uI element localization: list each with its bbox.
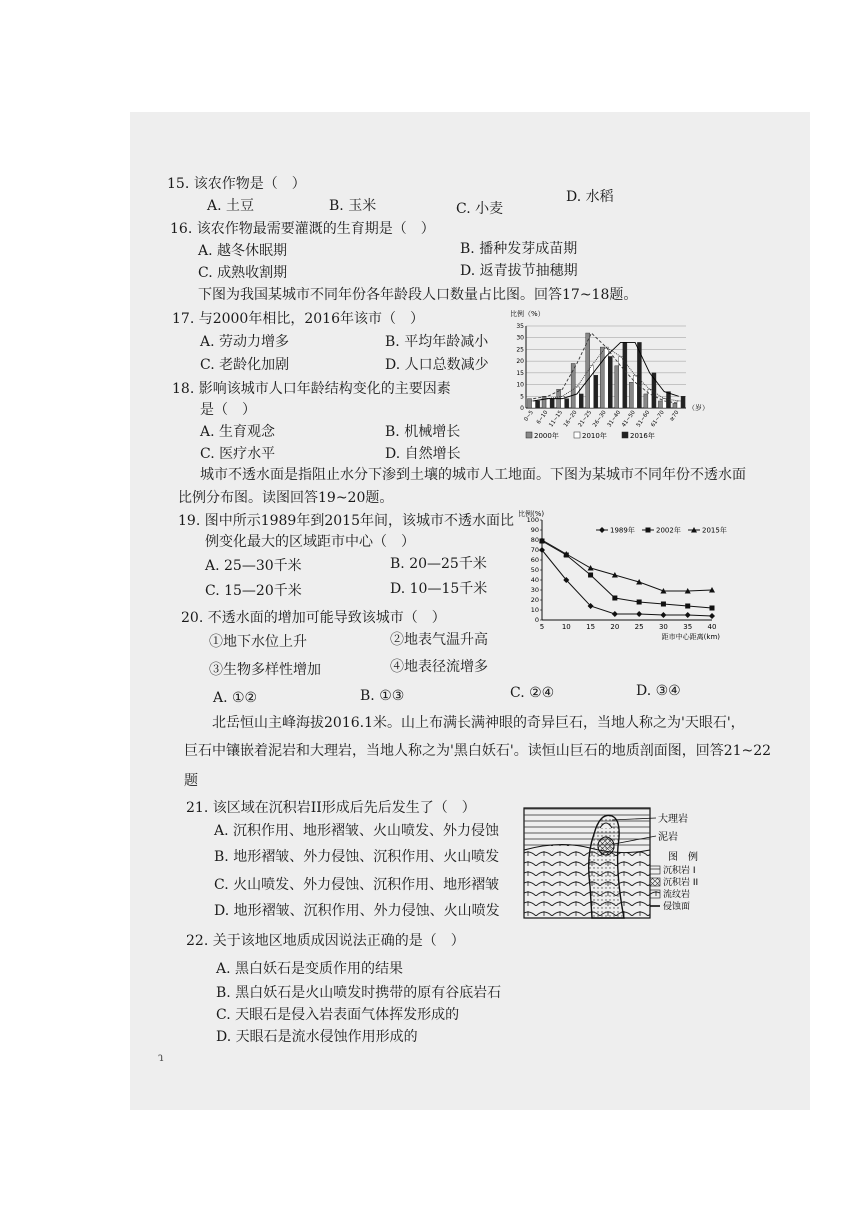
line-legend-label: 2002年: [656, 526, 681, 535]
question-22-option-d: D. 天眼石是流水侵蚀作用形成的: [216, 1029, 418, 1045]
line-xtick-label: 40: [707, 623, 717, 631]
intro-19-20-line1: 城市不透水面是指阻止水分下渗到土壤的城市人工地面。下图为某城市不同年份不透水面: [200, 467, 746, 483]
pop-bar-2010年: [662, 399, 666, 408]
question-20-stem: 20. 不透水面的增加可能导致该城市（ ）: [181, 610, 446, 626]
line-legend-marker: [599, 527, 605, 533]
line-ytick-label: 0: [534, 616, 539, 624]
question-18-option-c: C. 医疗水平: [200, 446, 276, 462]
pop-bar-2000年: [658, 401, 662, 408]
legend-swatch-rhyolite: [650, 890, 660, 898]
label-marble: 大理岩: [658, 814, 688, 825]
line-ytick-label: 50: [530, 566, 539, 574]
line-xtick-label: 25: [634, 623, 644, 631]
pop-ytick-label: 25: [516, 346, 524, 354]
line-point-2015年: [588, 565, 594, 571]
line-xlabel: 距市中心距离(km): [661, 633, 720, 641]
question-20-option-d: D. ③④: [636, 683, 681, 699]
line-series-2015年: [542, 540, 712, 591]
legend-title: 图 例: [668, 852, 698, 863]
pop-bar-2016年: [579, 394, 583, 408]
line-legend-marker: [646, 528, 651, 533]
question-21-option-b: B. 地形褶皱、外力侵蚀、沉积作用、火山喷发: [214, 849, 500, 865]
pop-bar-2016年: [594, 375, 598, 408]
geology-cross-section: [520, 806, 720, 926]
pop-bar-2016年: [681, 396, 685, 408]
question-15-stem: 15. 该农作物是（ ）: [167, 176, 306, 192]
line-point-1989年: [709, 613, 715, 619]
pop-bar-2000年: [644, 394, 648, 408]
question-17-stem: 17. 与2000年相比，2016年该市（ ）: [172, 311, 424, 327]
pop-bar-2000年: [600, 347, 604, 408]
pop-legend-swatch: [526, 432, 532, 438]
pop-bar-2000年: [629, 382, 633, 408]
question-20-item-4: ④地表径流增多: [390, 659, 488, 675]
line-legend-label: 2015年: [702, 526, 727, 535]
question-21-stem: 21. 该区域在沉积岩II形成后先后发生了（ ）: [186, 800, 476, 816]
question-22-stem: 22. 关于该地区地质成因说法正确的是（ ）: [186, 933, 465, 949]
line-point-1989年: [612, 611, 618, 617]
question-19-option-c: C. 15—20千米: [205, 583, 302, 599]
pop-ytick-label: 10: [516, 381, 524, 389]
pop-ytick-label: 5: [520, 393, 524, 401]
question-17-option-b: B. 平均年龄减小: [385, 334, 489, 350]
pop-xtick-label: 61~70: [650, 409, 666, 429]
question-17-option-c: C. 老龄化加剧: [200, 357, 290, 373]
pop-legend-label: 2000年: [534, 432, 559, 440]
line-point-2002年: [661, 602, 666, 607]
line-ytick-label: 10: [530, 606, 539, 614]
population-age-chart: [510, 304, 710, 444]
question-18-option-d: D. 自然增长: [385, 446, 461, 462]
question-16-option-c: C. 成熟收割期: [198, 265, 288, 281]
intro-19-20-line2: 比例分布图。读图回答19~20题。: [178, 490, 394, 506]
pop-bar-2010年: [546, 399, 550, 408]
pop-bar-2016年: [550, 399, 554, 408]
line-ytick-label: 70: [530, 546, 539, 554]
pop-bar-2010年: [575, 387, 579, 408]
pop-xtick-label: 21~25: [577, 409, 594, 429]
pop-xtick-label: 26~30: [592, 409, 608, 429]
pop-xtick-label: ≥70: [668, 409, 681, 423]
question-15-option-c: C. 小麦: [456, 201, 504, 217]
sedimentary-rock-ii: [524, 844, 650, 918]
pop-legend-swatch: [574, 432, 580, 438]
pop-xtick-label: 41~50: [621, 409, 637, 429]
pop-xunit: （岁）: [688, 404, 709, 412]
question-17-option-d: D. 人口总数减少: [385, 357, 489, 373]
pop-ytick-label: 0: [520, 405, 524, 412]
line-ytick-label: 90: [530, 526, 539, 534]
pop-xtick-label: 0~5: [523, 409, 535, 423]
question-18-stem-line1: 18. 影响该城市人口年龄结构变化的主要因素: [172, 381, 451, 397]
pop-xtick-label: 6~10: [535, 409, 550, 426]
line-legend-label: 1989年: [610, 526, 635, 535]
question-19-option-b: B. 20—25千米: [390, 556, 487, 572]
pop-bar-2016年: [608, 356, 612, 408]
line-point-1989年: [660, 612, 666, 618]
question-20-item-2: ②地表气温升高: [390, 632, 488, 648]
line-ytick-label: 20: [530, 596, 539, 604]
legend-label-rhyolite: 流纹岩: [663, 890, 691, 900]
line-point-2002年: [588, 573, 593, 578]
pop-legend-label: 2016年: [630, 432, 655, 440]
question-19-option-d: D. 10—15千米: [390, 581, 488, 597]
question-16-option-a: A. 越冬休眠期: [198, 243, 288, 259]
pop-bar-2010年: [677, 401, 681, 408]
intro-21-22-line1: 北岳恒山主峰海拔2016.1米。山上布满长满神眼的奇异巨石，当地人称之为'天眼石'，: [212, 715, 745, 731]
question-15-option-a: A. 土豆: [207, 198, 255, 214]
question-15-option-b: B. 玉米: [329, 198, 377, 214]
legend-label-sed-ii: 沉积岩 II: [663, 878, 699, 888]
line-ytick-label: 40: [530, 576, 539, 584]
question-16-option-d: D. 返青拔节抽穗期: [460, 263, 578, 279]
pop-xtick-label: 16~20: [562, 409, 579, 429]
stray-mark: ɿ: [158, 1050, 164, 1064]
pop-bar-2000年: [615, 366, 619, 408]
pop-legend-swatch: [622, 432, 628, 438]
pop-bar-2000年: [528, 399, 532, 408]
pop-xtick-label: 11~15: [548, 409, 565, 429]
question-17-option-a: A. 劳动力增多: [200, 334, 290, 350]
question-20-option-b: B. ①③: [360, 688, 405, 704]
line-point-2002年: [637, 600, 642, 605]
question-18-stem-line2: 是（ ）: [200, 402, 256, 418]
question-18-option-a: A. 生育观念: [200, 424, 276, 440]
question-16-stem: 16. 该农作物最需要灌溉的生育期是（ ）: [170, 221, 435, 237]
question-22-option-b: B. 黑白妖石是火山喷发时携带的原有谷底岩石: [216, 985, 502, 1001]
question-21-option-a: A. 沉积作用、地形褶皱、火山喷发、外力侵蚀: [214, 823, 500, 839]
pop-bar-2016年: [623, 342, 627, 408]
line-xtick-label: 20: [610, 623, 620, 631]
line-point-2002年: [685, 604, 690, 609]
question-21-option-c: C. 火山喷发、外力侵蚀、沉积作用、地形褶皱: [214, 877, 500, 893]
line-xtick-label: 35: [683, 623, 693, 631]
pop-bar-2010年: [590, 366, 594, 408]
question-19-stem-line1: 19. 图中所示1989年到2015年间，该城市不透水面比: [178, 513, 514, 529]
pop-bar-2010年: [532, 401, 536, 408]
question-19-option-a: A. 25—30千米: [205, 558, 302, 574]
mudstone-block: [598, 837, 614, 855]
line-point-1989年: [685, 612, 691, 618]
pop-bar-2016年: [536, 401, 540, 408]
pop-bar-2010年: [633, 375, 637, 408]
legend-swatch-sed-ii: [650, 878, 660, 886]
line-ytick-label: 80: [530, 536, 539, 544]
pop-bar-2010年: [648, 389, 652, 408]
question-20-option-a: A. ①②: [213, 690, 258, 706]
line-point-1989年: [636, 611, 642, 617]
sedimentary-rock-i: [524, 808, 650, 850]
question-18-option-b: B. 机械增长: [385, 424, 461, 440]
legend-label-sed-i: 沉积岩 I: [663, 866, 696, 876]
line-xtick-label: 5: [539, 623, 545, 631]
line-ytick-label: 60: [530, 556, 539, 564]
question-20-option-c: C. ②④: [510, 685, 555, 701]
pop-xtick-label: 31~40: [606, 409, 623, 429]
question-19-stem-line2: 例变化最大的区域距市中心（ ）: [205, 534, 415, 550]
pop-bar-2000年: [542, 396, 546, 408]
legend-label-erosion: 侵蚀面: [663, 902, 691, 912]
line-ytick-label: 30: [530, 586, 539, 594]
pop-xtick-label: 51~60: [635, 409, 652, 429]
question-15-option-d: D. 水稻: [566, 189, 614, 205]
line-xtick-label: 30: [658, 623, 668, 631]
line-xtick-label: 15: [586, 623, 596, 631]
pop-ytick-label: 35: [516, 323, 524, 330]
question-22-option-c: C. 天眼石是侵入岩表面气体挥发形成的: [216, 1007, 460, 1023]
pop-ytick-label: 30: [516, 334, 524, 342]
legend-swatch-sed-i: [650, 866, 660, 874]
pop-ytick-label: 15: [516, 369, 524, 377]
label-mudstone: 泥岩: [658, 832, 678, 843]
line-xtick-label: 10: [561, 623, 571, 631]
question-20-item-3: ③生物多样性增加: [209, 662, 321, 678]
pop-bar-2016年: [565, 399, 569, 408]
line-ytick-label: 100: [526, 516, 539, 524]
intro-17-18: 下图为我国某城市不同年份各年龄段人口数量占比图。回答17~18题。: [198, 287, 638, 303]
intro-21-22-line3: 题: [184, 773, 198, 789]
question-16-option-b: B. 播种发芽成苗期: [460, 241, 578, 257]
question-21-option-d: D. 地形褶皱、沉积作用、外力侵蚀、火山喷发: [214, 903, 500, 919]
question-22-option-a: A. 黑白妖石是变质作用的结果: [216, 961, 404, 977]
line-point-2002年: [612, 596, 617, 601]
impervious-surface-chart: [516, 508, 730, 644]
line-ylabel: 比例(%): [518, 510, 545, 518]
line-point-2002年: [710, 606, 715, 611]
pop-ylabel: 比例（%）: [510, 310, 545, 318]
question-20-item-1: ①地下水位上升: [209, 634, 307, 650]
line-series-2002年: [542, 541, 712, 608]
pop-ytick-label: 20: [516, 358, 524, 366]
pop-bar-2000年: [673, 403, 677, 408]
intro-21-22-line2: 巨石中镶嵌着泥岩和大理岩，当地人称之为'黑白妖石'。读恒山巨石的地质剖面图，回答21~22: [184, 743, 772, 759]
pop-legend-label: 2010年: [582, 432, 607, 440]
